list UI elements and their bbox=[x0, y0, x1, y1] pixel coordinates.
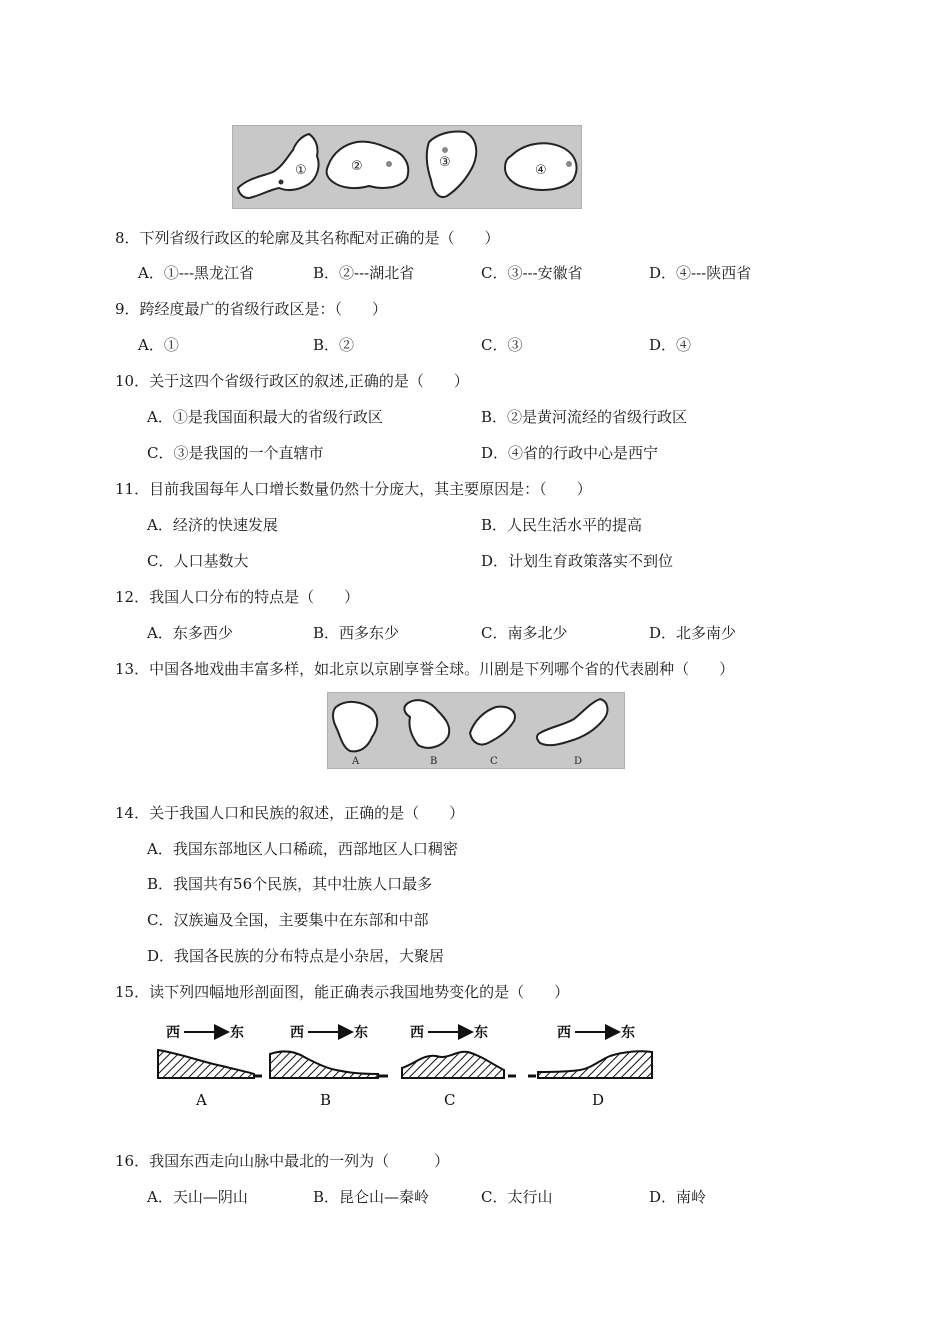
terrain-profiles-figure bbox=[152, 1020, 657, 1112]
question-15-stem: 15．读下列四幅地形剖面图，能正确表示我国地势变化的是（ ） bbox=[115, 983, 570, 1001]
question-16-option-a[interactable]: A．天山—阴山 bbox=[147, 1188, 248, 1206]
question-9-option-a[interactable]: A．① bbox=[138, 336, 179, 354]
question-8-option-b[interactable]: B．②---湖北省 bbox=[313, 264, 415, 282]
question-10-option-b[interactable]: B．②是黄河流经的省级行政区 bbox=[481, 408, 688, 426]
question-14-stem: 14．关于我国人口和民族的叙述，正确的是（ ） bbox=[115, 804, 465, 822]
question-8-option-c[interactable]: C．③---安徽省 bbox=[481, 264, 583, 282]
profile-c-east: 东 bbox=[474, 1025, 488, 1041]
outline-label-4: ④ bbox=[535, 163, 547, 178]
profile-a-label: A bbox=[196, 1091, 207, 1109]
profile-a bbox=[158, 1024, 262, 1109]
province-options-figure bbox=[327, 692, 625, 769]
question-8-option-d[interactable]: D．④---陕西省 bbox=[649, 264, 752, 282]
question-8-option-a[interactable]: A．①---黑龙江省 bbox=[138, 264, 255, 282]
question-11-option-b[interactable]: B．人民生活水平的提高 bbox=[481, 516, 643, 534]
outline-label-2: ② bbox=[351, 159, 363, 174]
question-12-option-b[interactable]: B．西多东少 bbox=[313, 624, 400, 642]
profile-d-west: 西 bbox=[557, 1025, 571, 1041]
terrain-profiles-svg bbox=[152, 1020, 657, 1112]
question-11-option-d[interactable]: D．计划生育政策落实不到位 bbox=[481, 552, 674, 570]
question-16-option-b[interactable]: B．昆仑山—秦岭 bbox=[313, 1188, 430, 1206]
question-11-stem: 11．目前我国每年人口增长数量仍然十分庞大，其主要原因是：（ ） bbox=[115, 480, 592, 498]
province-option-label-d: D bbox=[574, 756, 583, 767]
question-10-option-c[interactable]: C．③是我国的一个直辖市 bbox=[147, 444, 324, 462]
profile-d bbox=[528, 1024, 652, 1109]
profile-d-label: D bbox=[592, 1091, 605, 1109]
question-9-stem: 9．跨经度最广的省级行政区是：（ ） bbox=[115, 300, 388, 318]
profile-b-west: 西 bbox=[290, 1025, 304, 1041]
outline-label-3: ③ bbox=[439, 155, 451, 170]
province-option-label-a: A bbox=[352, 756, 360, 767]
question-10-option-d[interactable]: D．④省的行政中心是西宁 bbox=[481, 444, 659, 462]
question-12-option-d[interactable]: D．北多南少 bbox=[649, 624, 737, 642]
outline-label-1: ① bbox=[295, 163, 307, 178]
question-12-option-a[interactable]: A．东多西少 bbox=[147, 624, 233, 642]
profile-c-west: 西 bbox=[410, 1025, 424, 1041]
question-14-option-a[interactable]: A．我国东部地区人口稀疏，西部地区人口稠密 bbox=[147, 840, 458, 858]
question-13-stem: 13．中国各地戏曲丰富多样，如北京以京剧享誉全球。川剧是下列哪个省的代表剧种（ ） bbox=[115, 660, 735, 678]
profile-b-label: B bbox=[320, 1091, 332, 1109]
profile-c bbox=[402, 1024, 516, 1109]
question-16-option-c[interactable]: C．太行山 bbox=[481, 1188, 553, 1206]
question-16-option-d[interactable]: D．南岭 bbox=[649, 1188, 707, 1206]
profile-d-east: 东 bbox=[621, 1025, 635, 1041]
question-11-option-a[interactable]: A．经济的快速发展 bbox=[147, 516, 278, 534]
question-10-option-a[interactable]: A．①是我国面积最大的省级行政区 bbox=[147, 408, 383, 426]
question-16-stem: 16．我国东西走向山脉中最北的一列为（ ） bbox=[115, 1152, 450, 1170]
province-option-label-c: C bbox=[490, 756, 498, 767]
profile-c-label: C bbox=[444, 1091, 456, 1109]
question-9-option-b[interactable]: B．② bbox=[313, 336, 355, 354]
profile-b bbox=[270, 1024, 388, 1109]
question-9-option-c[interactable]: C．③ bbox=[481, 336, 523, 354]
province-option-label-b: B bbox=[430, 756, 438, 767]
question-8-stem: 8．下列省级行政区的轮廓及其名称配对正确的是（ ） bbox=[115, 229, 500, 247]
province-options-svg bbox=[328, 693, 624, 768]
question-12-option-c[interactable]: C．南多北少 bbox=[481, 624, 568, 642]
question-10-stem: 10．关于这四个省级行政区的叙述,正确的是（ ） bbox=[115, 372, 469, 390]
question-12-stem: 12．我国人口分布的特点是（ ） bbox=[115, 588, 360, 606]
province-outlines-svg bbox=[233, 126, 581, 208]
question-9-option-d[interactable]: D．④ bbox=[649, 336, 692, 354]
question-14-option-b[interactable]: B．我国共有56个民族，其中壮族人口最多 bbox=[147, 875, 433, 893]
question-11-option-c[interactable]: C．人口基数大 bbox=[147, 552, 249, 570]
question-14-option-d[interactable]: D．我国各民族的分布特点是小杂居，大聚居 bbox=[147, 947, 445, 965]
province-outlines-figure bbox=[232, 125, 582, 209]
question-14-option-c[interactable]: C．汉族遍及全国，主要集中在东部和中部 bbox=[147, 911, 429, 929]
profile-b-east: 东 bbox=[354, 1025, 368, 1041]
profile-a-east: 东 bbox=[230, 1025, 244, 1041]
profile-a-west: 西 bbox=[166, 1025, 180, 1041]
